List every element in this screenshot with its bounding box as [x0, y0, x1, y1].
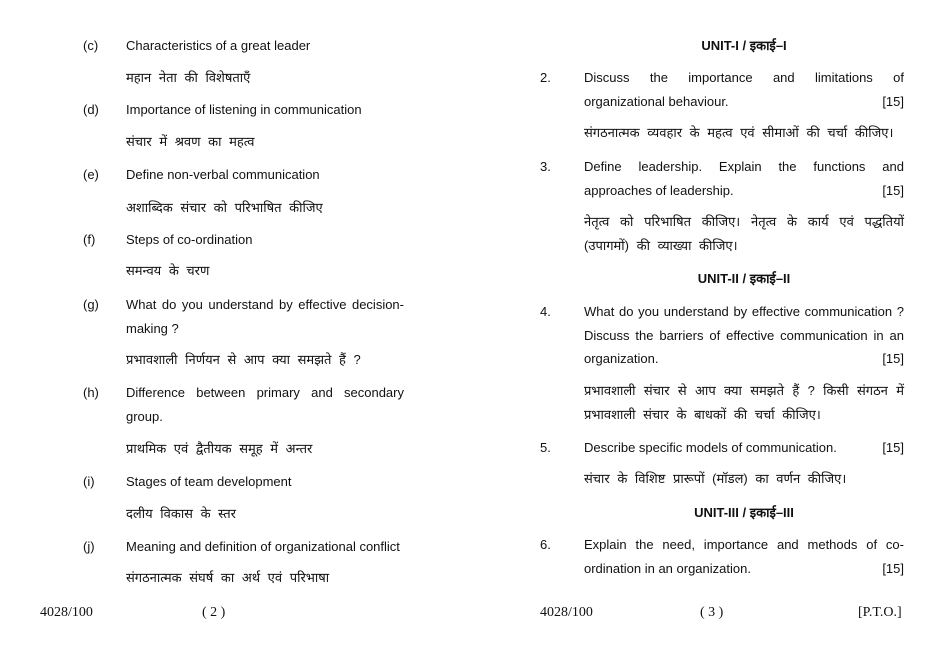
question-hindi: संगठनात्मक व्यवहार के महत्व एवं सीमाओं की चर्चा कीजिए।	[584, 125, 894, 140]
item-label: (f)	[83, 232, 96, 247]
question-english	[584, 300, 904, 371]
item-label: (c)	[83, 38, 99, 53]
paper-code: 4028/100	[540, 605, 593, 620]
page-number: ( 3 )	[700, 605, 724, 620]
question-text: Describe specific models of communication.	[584, 440, 837, 455]
item-english: Difference between primary and secondary group.	[126, 385, 404, 424]
item-label: (h)	[83, 385, 99, 400]
question-number: 2.	[540, 70, 551, 85]
item-label: (d)	[83, 102, 99, 117]
unit-heading: UNIT-II / इकाई–II	[697, 271, 791, 286]
question-english	[584, 436, 904, 460]
please-turn-over: [P.T.O.]	[858, 605, 902, 620]
item-english: Characteristics of a great leader	[126, 38, 311, 53]
question-text: Explain the need, importance and methods of co-ordination in an organization.	[584, 537, 904, 576]
item-hindi: संचार में श्रवण का महत्व	[126, 134, 255, 149]
item-english: Importance of listening in communication	[126, 102, 362, 117]
marks: [15]	[882, 440, 904, 455]
item-label: (g)	[83, 297, 99, 312]
paper-code: 4028/100	[40, 605, 93, 620]
marks: [15]	[882, 93, 904, 109]
question-number: 6.	[540, 537, 551, 552]
question-number: 3.	[540, 159, 551, 174]
question-text: Discuss the importance and limitations of organizational behaviour.	[584, 70, 904, 109]
question-english	[584, 155, 904, 202]
question-text: What do you understand by effective communication ? Discuss the barriers of effective communication in an organization.	[584, 304, 904, 366]
page-number: ( 2 )	[202, 605, 226, 620]
question-number: 4.	[540, 304, 551, 319]
item-label: (e)	[83, 167, 99, 182]
question-hindi: प्रभावशाली संचार से आप क्या समझते हैं ? किसी संगठन में प्रभावशाली संचार के बाधकों की चर्चा कीजिए।	[584, 383, 904, 422]
marks: [15]	[882, 351, 904, 366]
item-hindi: दलीय विकास के स्तर	[126, 506, 236, 521]
unit-heading: UNIT-I / इकाई–I	[701, 38, 787, 53]
item-hindi: समन्वय के चरण	[126, 263, 210, 278]
item-english: Define non-verbal communication	[126, 167, 320, 182]
item-english: Steps of co-ordination	[126, 232, 253, 247]
item-english: Stages of team development	[126, 474, 292, 489]
item-hindi: महान नेता की विशेषताएँ	[126, 70, 251, 85]
question-hindi: संचार के विशिष्ट प्रारूपों (मॉडल) का वर्णन कीजिए।	[584, 471, 847, 486]
question-english	[584, 533, 904, 580]
item-english: What do you understand by effective decision-making ?	[126, 297, 404, 336]
unit-heading: UNIT-III / इकाई–III	[694, 505, 794, 520]
question-english	[584, 66, 904, 113]
question-number: 5.	[540, 440, 551, 455]
marks: [15]	[882, 182, 904, 198]
question-text: Define leadership. Explain the functions and approaches of leadership.	[584, 159, 904, 198]
item-hindi: संगठनात्मक संघर्ष का अर्थ एवं परिभाषा	[126, 570, 330, 585]
item-english: Meaning and definition of organizational conflict	[126, 539, 400, 554]
item-hindi: अशाब्दिक संचार को परिभाषित कीजिए	[126, 200, 323, 215]
question-hindi: नेतृत्व को परिभाषित कीजिए। नेतृत्व के कार्य एवं पद्धतियों (उपागमों) की व्याख्या कीजिए।	[584, 214, 904, 253]
item-hindi: प्रभावशाली निर्णयन से आप क्या समझते हैं ?	[126, 352, 361, 367]
item-label: (j)	[83, 539, 95, 554]
item-label: (i)	[83, 474, 95, 489]
item-hindi: प्राथमिक एवं द्वैतीयक समूह में अन्तर	[126, 441, 313, 456]
marks: [15]	[882, 560, 904, 576]
